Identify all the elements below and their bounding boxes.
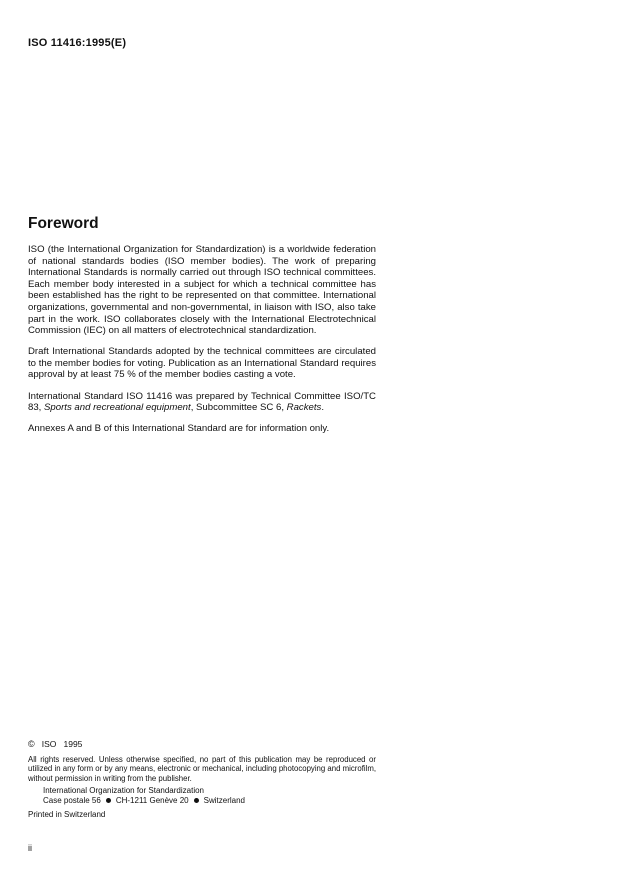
prepared-by-text-mid: , Subcommittee SC 6, — [190, 402, 284, 414]
copyright-owner: ISO — [41, 739, 57, 749]
address-line — [43, 796, 376, 805]
copyright-year: 1995 — [63, 739, 83, 749]
bullet-icon — [194, 798, 199, 803]
prepared-by-text-end: . — [321, 402, 324, 414]
paragraph-prepared-by — [28, 391, 376, 414]
subcommittee-name: Rackets — [286, 402, 322, 414]
committee-name: Sports and recreational equipment — [44, 402, 191, 414]
paragraph-iso-intro: ISO (the International Organization for Standardization) is a worldwide federation of national standards bodies (ISO member bodies). The work of preparing International Standards is normally carried out through ISO technical committees. Each member body interested in a subject for which a technical committee has been established has the right to be represented on that committee. International organizations, governmental and non-governmental, in liaison with ISO, also take part in the work. ISO collaborates closely with the International Electrotechnical Commission (IEC) on all matters of electrotechnical standardization. — [28, 244, 376, 337]
copyright-symbol: © — [28, 739, 35, 749]
address-country: Switzerland — [203, 795, 245, 805]
paragraph-annexes: Annexes A and B of this International Standard are for information only. — [28, 423, 330, 435]
page-title: Foreword — [28, 215, 99, 232]
copyright-block — [28, 740, 376, 819]
document-id-header: ISO 11416:1995(E) — [28, 37, 127, 49]
foreword-body — [28, 244, 376, 444]
publisher-address — [28, 786, 376, 804]
bullet-icon — [106, 798, 111, 803]
publisher-name: International Organization for Standardization — [43, 786, 204, 796]
prepared-by-text-start: International Standard ISO 11416 was prepared by Technical Committee ISO/TC 83, — [28, 390, 376, 414]
address-postbox: Case postale 56 — [43, 795, 101, 805]
address-city: CH-1211 Genève 20 — [115, 795, 189, 805]
copyright-line — [28, 740, 376, 750]
page-number: ii — [28, 843, 32, 853]
paragraph-draft-standards: Draft International Standards adopted by the technical committees are circulated to the member bodies for voting. Publication as an International Standard requires approval by at least 75 % of the member bodies casting a vote. — [28, 346, 376, 381]
rights-statement: All rights reserved. Unless otherwise specified, no part of this publication may be reproduced or utilized in any form or by any means, electronic or mechanical, including photocopying and microfilm, without permission in writing from the publisher. — [28, 754, 376, 783]
printed-in: Printed in Switzerland — [28, 809, 106, 819]
